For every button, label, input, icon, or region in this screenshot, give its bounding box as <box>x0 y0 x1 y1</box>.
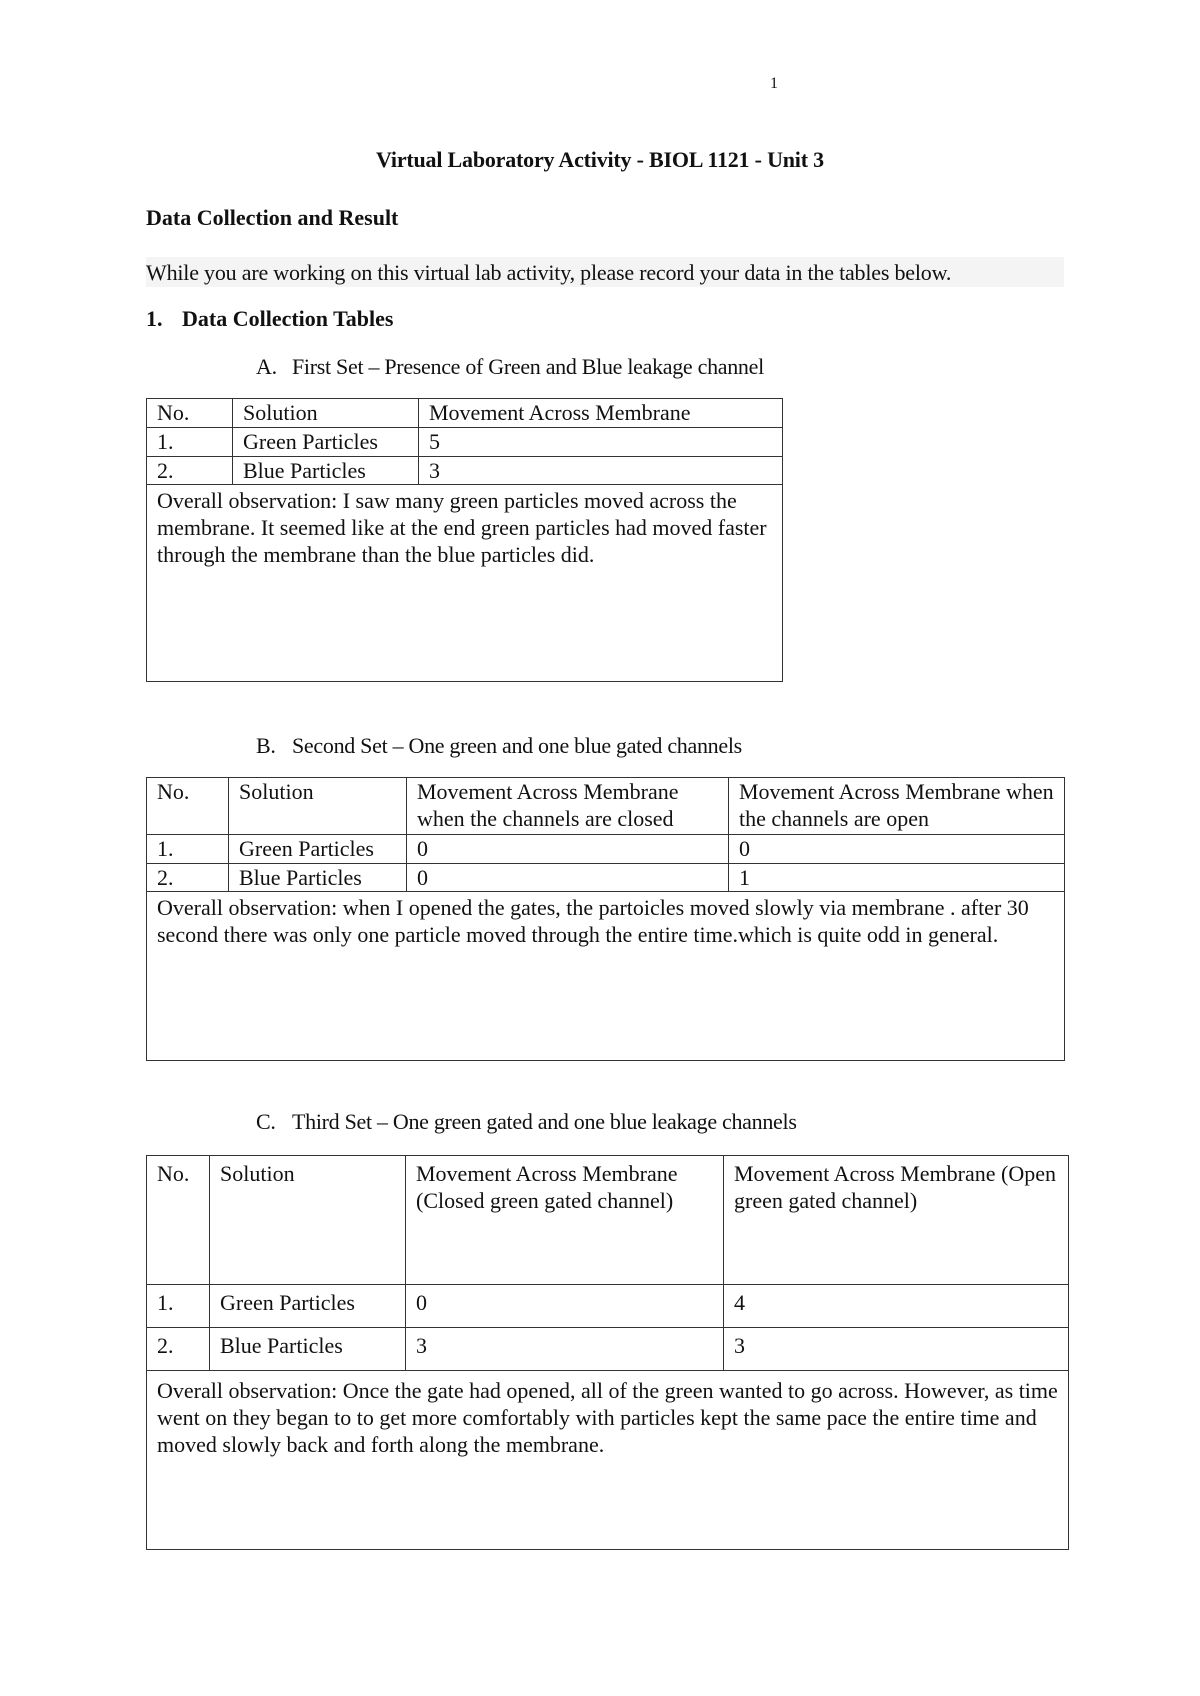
observation-row <box>147 485 783 682</box>
cell-movement: 5 <box>419 428 783 457</box>
cell-no: 2. <box>147 1328 210 1371</box>
list-heading-text: Data Collection Tables <box>182 306 394 331</box>
cell-no: 2. <box>147 457 233 485</box>
header-no: No. <box>147 399 233 428</box>
set-a-letter: A. <box>256 354 277 379</box>
page-number: 1 <box>770 75 778 92</box>
cell-movement-open: 0 <box>729 835 1065 864</box>
table-row <box>147 1328 1069 1371</box>
table-row <box>147 1285 1069 1328</box>
header-solution: Solution <box>210 1156 406 1285</box>
observation-text: Overall observation: I saw many green particles moved across the membrane. It seemed like at the end green particles had moved faster through the membrane than the blue particles did. <box>147 485 783 682</box>
list-heading <box>146 306 393 332</box>
cell-movement: 3 <box>419 457 783 485</box>
cell-solution: Green Particles <box>210 1285 406 1328</box>
header-movement: Movement Across Membrane <box>419 399 783 428</box>
table-header-row <box>147 399 783 428</box>
set-a-heading <box>256 354 764 380</box>
table-header-row <box>147 1156 1069 1285</box>
cell-movement-open: 4 <box>724 1285 1069 1328</box>
table-header-row <box>147 778 1065 835</box>
observation-row <box>147 892 1065 1061</box>
observation-text: Overall observation: Once the gate had opened, all of the green wanted to go across. However, as time went on they began to to get more comfortably with particles kept the same pace the entire time and moved slowly back and forth along the membrane. <box>147 1371 1069 1550</box>
table-row <box>147 835 1065 864</box>
cell-solution: Blue Particles <box>229 864 407 892</box>
observation-text: Overall observation: when I opened the gates, the partoicles moved slowly via membrane . after 30 second there was only one particle moved through the entire time.which is quite odd in general. <box>147 892 1065 1061</box>
cell-movement-open: 3 <box>724 1328 1069 1371</box>
table-row <box>147 428 783 457</box>
document-title: Virtual Laboratory Activity - BIOL 1121 - Unit 3 <box>376 147 824 172</box>
set-c-title: Third Set – One green gated and one blue leakage channels <box>292 1109 797 1134</box>
header-movement-closed: Movement Across Membrane (Closed green gated channel) <box>406 1156 724 1285</box>
observation-row <box>147 1371 1069 1550</box>
cell-movement-closed: 0 <box>406 1285 724 1328</box>
header-no: No. <box>147 778 229 835</box>
cell-no: 1. <box>147 428 233 457</box>
set-b-title: Second Set – One green and one blue gated channels <box>292 733 742 758</box>
cell-movement-closed: 0 <box>407 835 729 864</box>
cell-solution: Green Particles <box>233 428 419 457</box>
set-c-letter: C. <box>256 1109 276 1134</box>
set-b-table <box>146 777 1065 1061</box>
table-row <box>147 457 783 485</box>
intro-text: While you are working on this virtual lab activity, please record your data in the tables below. <box>146 260 952 285</box>
set-c-heading <box>256 1109 797 1135</box>
cell-movement-closed: 3 <box>406 1328 724 1371</box>
cell-solution: Green Particles <box>229 835 407 864</box>
header-solution: Solution <box>229 778 407 835</box>
cell-movement-closed: 0 <box>407 864 729 892</box>
cell-movement-open: 1 <box>729 864 1065 892</box>
set-b-letter: B. <box>256 733 276 758</box>
set-b-heading <box>256 733 742 759</box>
set-a-table <box>146 398 783 682</box>
cell-solution: Blue Particles <box>210 1328 406 1371</box>
cell-no: 1. <box>147 835 229 864</box>
section-heading: Data Collection and Result <box>146 205 399 230</box>
cell-no: 1. <box>147 1285 210 1328</box>
header-movement-open: Movement Across Membrane when the channels are open <box>729 778 1065 835</box>
cell-solution: Blue Particles <box>233 457 419 485</box>
header-movement-open: Movement Across Membrane (Open green gated channel) <box>724 1156 1069 1285</box>
header-no: No. <box>147 1156 210 1285</box>
list-number: 1. <box>146 306 163 331</box>
header-movement-closed: Movement Across Membrane when the channels are closed <box>407 778 729 835</box>
table-row <box>147 864 1065 892</box>
set-a-title: First Set – Presence of Green and Blue leakage channel <box>292 354 764 379</box>
set-c-table <box>146 1155 1069 1550</box>
header-solution: Solution <box>233 399 419 428</box>
cell-no: 2. <box>147 864 229 892</box>
